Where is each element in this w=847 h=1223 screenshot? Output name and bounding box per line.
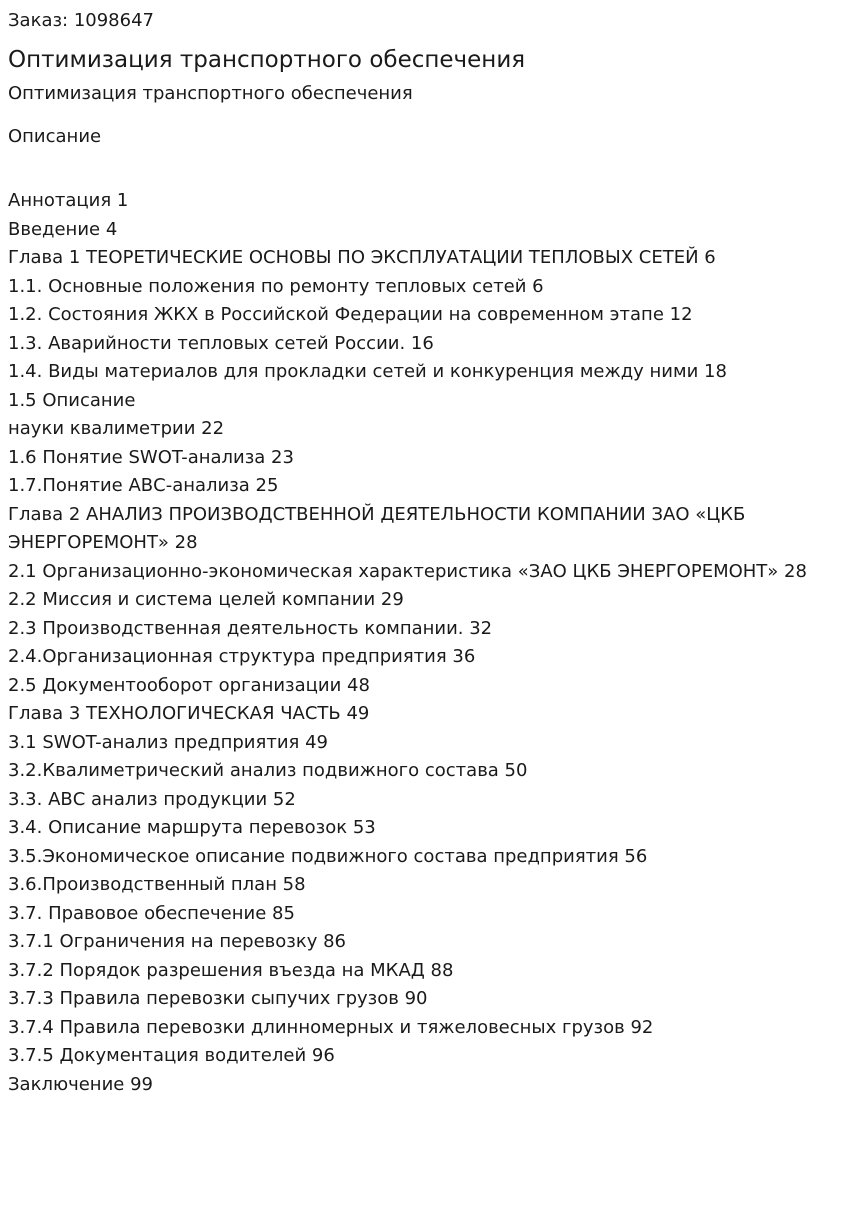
toc-entry: науки квалиметрии 22 — [8, 418, 225, 439]
toc-entry: 1.5 Описание — [8, 389, 136, 411]
order-number: Заказ: 1098647 — [8, 10, 154, 31]
toc-entry: Введение 4 — [8, 218, 118, 240]
toc-entry: 2.4.Организационная структура предприятия 36 — [8, 646, 476, 667]
toc-entry: 1.4. Виды материалов для прокладки сетей и конкуренция между ними 18 — [8, 361, 727, 382]
toc-entry: 3.7.5 Документация водителей 96 — [8, 1045, 335, 1066]
toc-entry: Глава 2 АНАЛИЗ ПРОИЗВОДСТВЕННОЙ ДЕЯТЕЛЬНОСТИ КОМПАНИИ ЗАО «ЦКБ ЭНЕРГОРЕМОНТ» 28 — [8, 503, 746, 553]
toc-entry: 2.5 Документооборот организации 48 — [8, 674, 370, 696]
toc-entry: 3.4. Описание маршрута перевозок 53 — [8, 817, 376, 838]
toc-entry: 3.7.1 Ограничения на перевозку 86 — [8, 931, 347, 952]
toc-entry: 3.5.Экономическое описание подвижного состава предприятия 56 — [8, 845, 648, 867]
page-title: Оптимизация транспортного обеспечения — [8, 47, 526, 73]
toc-entry: 1.7.Понятие АВС-анализа 25 — [8, 475, 279, 496]
toc-entry: 1.2. Состояния ЖКХ в Российской Федерации на современном этапе 12 — [8, 304, 693, 325]
toc-entry: Заключение 99 — [8, 1073, 153, 1095]
toc-entry: 3.7.3 Правила перевозки сыпучих грузов 90 — [8, 988, 428, 1009]
toc-entry: 3.7.2 Порядок разрешения въезда на МКАД 88 — [8, 959, 454, 981]
toc-entry: 3.6.Производственный план 58 — [8, 874, 306, 895]
description-heading: Описание — [8, 126, 102, 147]
toc-entry: 1.6 Понятие SWOT-анализа 23 — [8, 446, 294, 468]
toc-entry: 3.1 SWOT-анализ предприятия 49 — [8, 731, 328, 753]
toc-entry: 3.7.4 Правила перевозки длинномерных и тяжеловесных грузов 92 — [8, 1016, 654, 1038]
table-of-contents — [8, 187, 839, 1099]
toc-entry: 3.2.Квалиметрический анализ подвижного состава 50 — [8, 760, 528, 781]
toc-entry: Аннотация 1 — [8, 190, 129, 211]
toc-entry: 2.2 Миссия и система целей компании 29 — [8, 589, 404, 610]
toc-entry: 2.3 Производственная деятельность компании. 32 — [8, 617, 493, 639]
toc-entry: 1.1. Основные положения по ремонту тепловых сетей 6 — [8, 275, 544, 297]
toc-entry: 3.3. АВС анализ продукции 52 — [8, 788, 296, 810]
toc-entry: 2.1 Организационно-экономическая характеристика «ЗАО ЦКБ ЭНЕРГОРЕМОНТ» 28 — [8, 560, 807, 582]
toc-entry: Глава 1 ТЕОРЕТИЧЕСКИЕ ОСНОВЫ ПО ЭКСПЛУАТАЦИИ ТЕПЛОВЫХ СЕТЕЙ 6 — [8, 247, 716, 268]
toc-entry: 1.3. Аварийности тепловых сетей России. 16 — [8, 332, 434, 354]
toc-entry: Глава 3 ТЕХНОЛОГИЧЕСКАЯ ЧАСТЬ 49 — [8, 703, 370, 724]
toc-entry: 3.7. Правовое обеспечение 85 — [8, 902, 295, 924]
page-subtitle: Оптимизация транспортного обеспечения — [8, 83, 413, 104]
